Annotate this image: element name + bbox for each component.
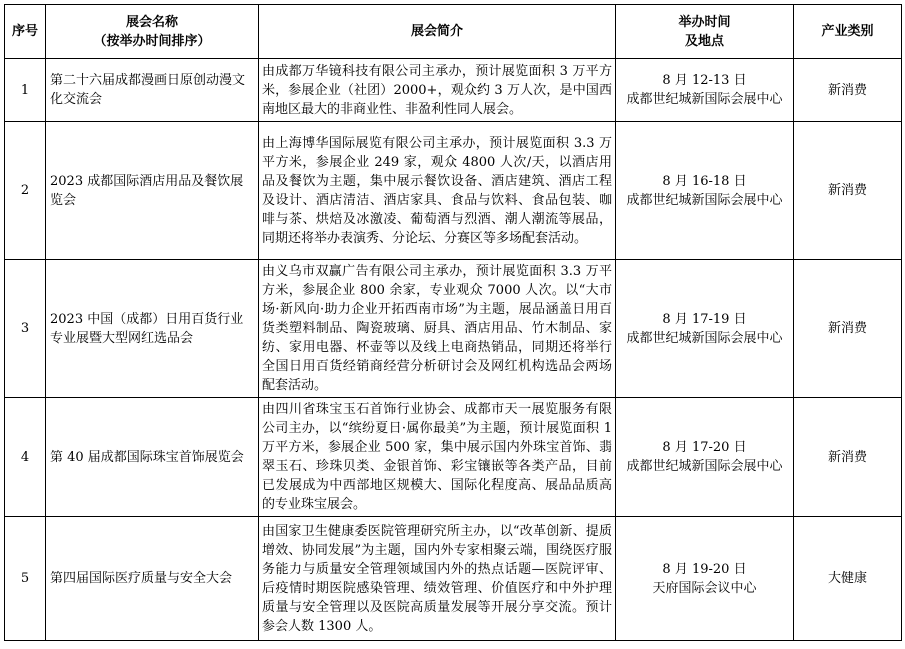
exhibition-description: 由义乌市双赢广告有限公司主承办，预计展览面积 3.3 万平方米，参展企业 800 余家，专业观众 7000 人次。以“大市场·新风向·助力企业开拓西南市场”为主题，展品涵盖日用百货类塑料制品、陶瓷玻璃、厨具、酒店用品、竹木制品、家纺、家用电器、杯壶等以及线上电商热销品，同期还将举行全国日用百货经销商经营分析研讨会及网红机构选品会两场配套活动。 [259, 260, 616, 398]
exhibition-name: 第四届国际医疗质量与安全大会 [46, 517, 259, 641]
row-number: 2 [5, 122, 46, 260]
header-row [5, 5, 902, 59]
industry-category: 大健康 [794, 517, 902, 641]
header-desc: 展会简介 [259, 5, 616, 59]
exhibition-venue: 成都世纪城新国际会展中心 [626, 330, 783, 346]
exhibition-date: 8 月 17-19 日 [662, 311, 747, 327]
row-number: 5 [5, 517, 46, 641]
exhibition-description: 由四川省珠宝玉石首饰行业协会、成都市天一展览服务有限公司主办，以“缤纷夏日·属你最美”为主题，预计展览面积 1 万平方米，参展企业 500 家，集中展示国内外珠宝首饰、翡翠玉石、珍珠贝类、金银首饰、彩宝镶嵌等各类产品，目前已发展成为中西部地区规模大、国际化程度高、展品品质高的专业珠宝展会。 [259, 398, 616, 517]
table-row [5, 59, 902, 122]
header-name [46, 5, 259, 59]
header-time [616, 5, 794, 59]
exhibition-time-venue [616, 398, 794, 517]
header-category: 产业类别 [794, 5, 902, 59]
exhibition-venue: 成都世纪城新国际会展中心 [626, 459, 783, 474]
header-time-note: 及地点 [684, 33, 724, 49]
exhibition-time-venue [616, 122, 794, 260]
exhibition-description: 由成都万华镜科技有限公司主承办，预计展览面积 3 万平方米，参展企业（社团）2000+，观众约 3 万人次，是中国西南地区最大的非商业性、非盈利性同人展会。 [259, 59, 616, 122]
exhibition-name: 2023 成都国际酒店用品及餐饮展览会 [46, 122, 259, 260]
row-number: 4 [5, 398, 46, 517]
header-time-title: 举办时间 [678, 14, 731, 30]
exhibition-description: 由上海博华国际展览有限公司主承办，预计展览面积 3.3 万平方米，参展企业 249 家，观众 4800 人次/天，以酒店用品及餐饮为主题，集中展示餐饮设备、酒店建筑、酒店工程及设计、酒店清洁、酒店家具、食品与饮料、食品包装、咖啡与茶、烘焙及冰激凌、葡萄酒与烈酒、潮人潮流等展品，同期还将举办表演秀、分论坛、分赛区等多场配套活动。 [259, 122, 616, 260]
table-row [5, 517, 902, 641]
industry-category: 新消费 [794, 260, 902, 398]
row-number: 3 [5, 260, 46, 398]
exhibition-time-venue [616, 517, 794, 641]
exhibition-time-venue [616, 260, 794, 398]
exhibition-venue: 成都世纪城新国际会展中心 [626, 192, 783, 208]
table-row [5, 122, 902, 260]
exhibition-date: 8 月 19-20 日 [662, 561, 747, 577]
exhibition-table [4, 4, 902, 641]
header-name-title: 展会名称 [125, 14, 178, 30]
exhibition-date: 8 月 12-13 日 [662, 73, 747, 88]
industry-category: 新消费 [794, 59, 902, 122]
header-no: 序号 [5, 5, 46, 59]
exhibition-venue: 天府国际会议中心 [652, 580, 757, 596]
exhibition-date: 8 月 17-20 日 [662, 440, 747, 455]
exhibition-name: 第二十六届成都漫画日原创动漫文化交流会 [46, 59, 259, 122]
exhibition-name: 第 40 届成都国际珠宝首饰展览会 [46, 398, 259, 517]
exhibition-name: 2023 中国（成都）日用百货行业专业展暨大型网红选品会 [46, 260, 259, 398]
exhibition-time-venue [616, 59, 794, 122]
row-number: 1 [5, 59, 46, 122]
exhibition-description: 由国家卫生健康委医院管理研究所主办，以“改革创新、提质增效、协同发展”为主题，国内外专家相聚云端，围绕医疗服务能力与质量安全管理领域国内外的热点话题—医院评审、后疫情时期医院感染管理、绩效管理、价值医疗和中外护理质量与安全管理以及医院高质量发展等开展分享交流。预计参会人数 1300 人。 [259, 517, 616, 641]
exhibition-venue: 成都世纪城新国际会展中心 [626, 92, 783, 107]
exhibition-date: 8 月 16-18 日 [662, 173, 747, 189]
industry-category: 新消费 [794, 398, 902, 517]
table-row [5, 260, 902, 398]
header-name-note: （按举办时间排序） [93, 33, 211, 49]
industry-category: 新消费 [794, 122, 902, 260]
table-row [5, 398, 902, 517]
